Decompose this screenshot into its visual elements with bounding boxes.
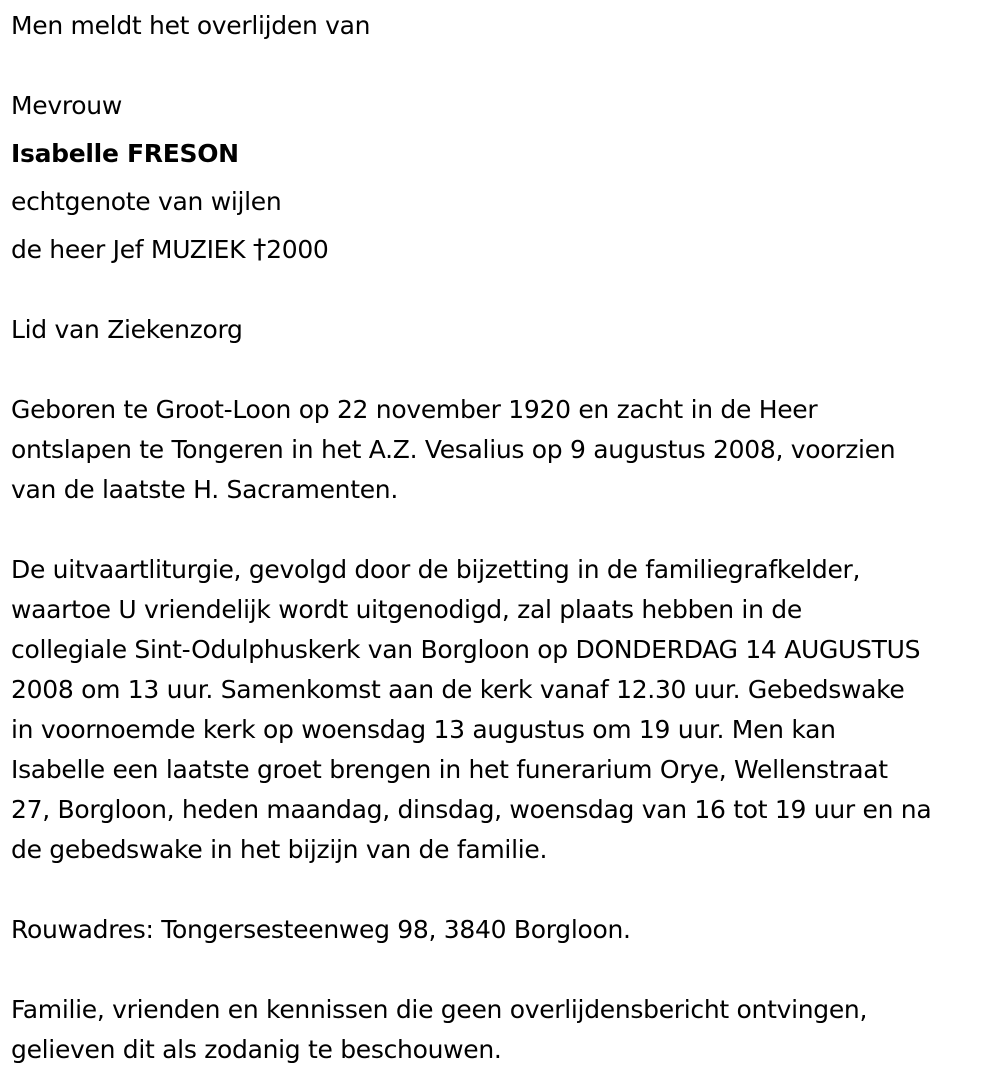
intro-text: Men meldt het overlijden van <box>11 11 371 40</box>
spacer <box>11 350 991 390</box>
spacer <box>11 870 991 910</box>
address-text: Rouwadres: Tongersesteenweg 98, 3840 Borgloon. <box>11 915 631 944</box>
death-notice <box>11 0 991 1070</box>
relation-text: echtgenote van wijlen <box>11 187 282 216</box>
spouse-name: de heer Jef MUZIEK <box>11 235 253 264</box>
closing-paragraph: Familie, vrienden en kennissen die geen overlijdensbericht ontvingen, gelieven dit als zodanig te beschouwen. <box>11 995 868 1064</box>
cross-icon: † <box>252 234 267 265</box>
deceased-name: Isabelle FRESON <box>11 139 239 168</box>
spouse-line <box>11 230 991 270</box>
spacer <box>11 46 991 86</box>
birth-death-paragraph: Geboren te Groot-Loon op 22 november 1920 en zacht in de Heer ontslapen te Tongeren in het A.Z. Vesalius op 9 augustus 2008, voorzien van de laatste H. Sacramenten. <box>11 395 896 504</box>
spacer <box>11 950 991 990</box>
title-text: Mevrouw <box>11 91 122 120</box>
funeral-paragraph: De uitvaartliturgie, gevolgd door de bijzetting in de familiegrafkelder, waartoe U vriendelijk wordt uitgenodigd, zal plaats hebben in de collegiale Sint-Odulphuskerk van Borgloon op DONDERDAG 14 AUGUSTUS 2008 om 13 uur. Samenkomst aan de kerk vanaf 12.30 uur. Gebedswake in voornoemde kerk op woensdag 13 augustus om 19 uur. Men kan Isabelle een laatste groet brengen in het funerarium Orye, Wellenstraat 27, Borgloon, heden maandag, dinsdag, woensdag van 16 tot 19 uur en na de gebedswake in het bijzijn van de familie. <box>11 555 932 864</box>
spacer <box>11 510 991 550</box>
spacer <box>11 270 991 310</box>
membership-text: Lid van Ziekenzorg <box>11 315 243 344</box>
spouse-year: 2000 <box>266 235 329 264</box>
